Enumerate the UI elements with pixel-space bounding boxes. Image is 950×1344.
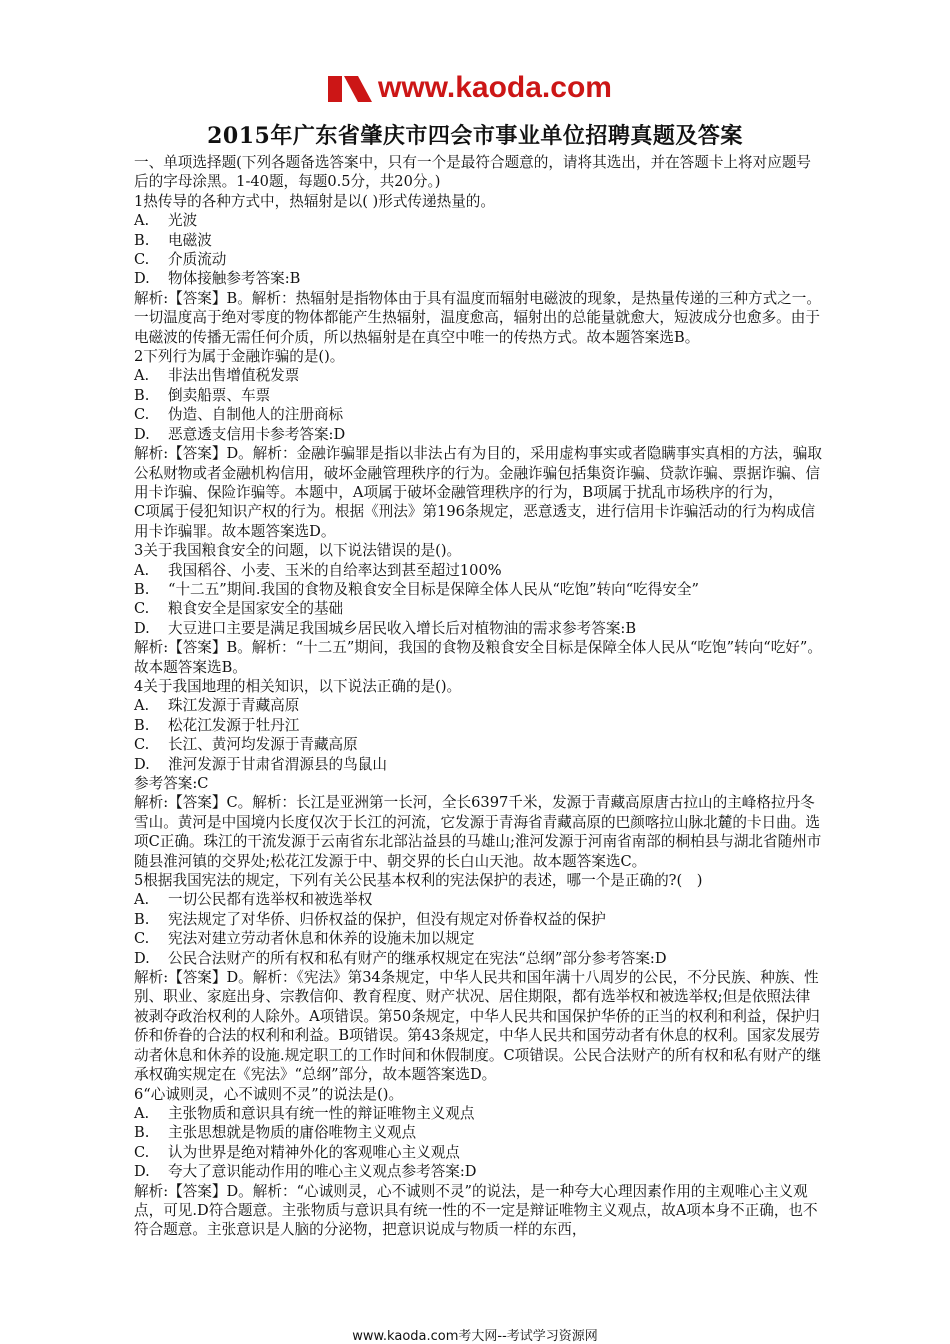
option-text: 认为世界是绝对精神外化的客观唯心主义观点 <box>168 1143 460 1161</box>
answer-option <box>134 755 824 774</box>
option-key: D. <box>134 270 150 288</box>
option-text: 松花江发源于牡丹江 <box>168 716 300 734</box>
answer-option <box>134 405 824 424</box>
answer-option <box>134 561 824 580</box>
option-key: D. <box>134 425 150 443</box>
option-text: 倒卖船票、车票 <box>168 386 271 404</box>
answer-option <box>134 696 824 715</box>
option-key: A. <box>134 561 150 579</box>
option-text: 淮河发源于甘肃省渭源县的鸟鼠山 <box>168 755 387 773</box>
answer-option <box>134 949 824 968</box>
analysis-text: 解析:【答案】D。解析：《宪法》第34条规定，中华人民共和国年满十八周岁的公民，不分民族、种族、性别、职业、家庭出身、宗教信仰、教育程度、财产状况、居住期限，都有选举权和被选举权;但是依照法律被剥夺政治权利的人除外。A项错误。第50条规定，中华人民共和国保护华侨的正当的权利和利益，保护归侨和侨眷的合法的权利和利益。B项错误。第43条规定，中华人民共和国劳动者有休息的权利。国家发展劳动者休息和休养的设施.规定职工的工作时间和休假制度。C项错误。公民合法财产的所有权和私有财产的继承权确实规定在《宪法》“总纲”部分，故本题答案选D。 <box>134 969 822 1084</box>
answer-option <box>134 1123 824 1142</box>
reference-answer: 参考答案:C <box>134 775 209 792</box>
answer-option <box>134 1162 824 1181</box>
analysis-text: 解析:【答案】D。解析：金融诈骗罪是指以非法占有为目的，采用虚构事实或者隐瞒事实真相的方法，骗取公私财物或者金融机构信用，破坏金融管理秩序的行为。金融诈骗包括集资诈骗、贷款诈骗、票据诈骗、信用卡诈骗、保险诈骗等。本题中，A项属于破坏金融管理秩序的行为，B项属于扰乱市场秩序的行为， <box>134 445 822 501</box>
option-key: D. <box>134 1163 150 1181</box>
instructions: 一、单项选择题(下列各题备选答案中，只有一个是最符合题意的，请将其选出，并在答题卡上将对应题号后的字母涂黑。1-40题，每题0.5分，共20分。) <box>134 154 812 191</box>
option-text: 主张思想就是物质的庸俗唯物主义观点 <box>168 1124 417 1142</box>
option-key: C. <box>134 1143 150 1161</box>
option-text: 光波 <box>168 212 198 230</box>
question-block <box>134 192 824 347</box>
option-key: B. <box>134 386 150 404</box>
option-key: B. <box>134 580 150 598</box>
answer-option <box>134 250 824 269</box>
analysis-text: 解析:【答案】B。解析：“十二五”期间，我国的食物及粮食安全目标是保障全体人民从“吃饱”转向“吃好”。故本题答案选B。 <box>134 639 822 676</box>
question-stem: 2下列行为属于金融诈骗的是()。 <box>134 348 345 366</box>
answer-option <box>134 716 824 735</box>
answer-option <box>134 580 824 599</box>
option-text: 一切公民都有选举权和被选举权 <box>168 891 373 909</box>
answer-option <box>134 735 824 754</box>
option-text: 长江、黄河均发源于青藏高原 <box>168 736 358 754</box>
option-key: D. <box>134 755 150 773</box>
answer-option <box>134 890 824 909</box>
option-text: 主张物质和意识具有统一性的辩证唯物主义观点 <box>168 1104 475 1122</box>
answer-option <box>134 231 824 250</box>
option-text: 粮食安全是国家安全的基础 <box>168 600 344 618</box>
question-block <box>134 677 824 871</box>
option-key: B. <box>134 231 150 249</box>
question-block <box>134 871 824 1084</box>
option-text: 我国稻谷、小麦、玉米的自给率达到甚至超过100% <box>168 561 502 579</box>
option-key: D. <box>134 619 150 637</box>
question-list <box>134 192 824 1240</box>
option-text: 大豆进口主要是满足我国城乡居民收入增长后对植物油的需求参考答案:B <box>168 619 637 637</box>
option-text: 物体接触参考答案:B <box>168 270 301 288</box>
option-key: B. <box>134 1124 150 1142</box>
option-text: 伪造、自制他人的注册商标 <box>168 406 344 424</box>
option-key: C. <box>134 406 150 424</box>
option-key: D. <box>134 949 150 967</box>
option-text: 珠江发源于青藏高原 <box>168 697 300 715</box>
option-text: 公民合法财产的所有权和私有财产的继承权规定在宪法“总纲”部分参考答案:D <box>168 949 667 967</box>
analysis-text: C项属于侵犯知识产权的行为。根据《刑法》第196条规定，恶意透支，进行信用卡诈骗活动的行为构成信用卡诈骗罪。故本题答案选D。 <box>134 503 816 540</box>
site-logo <box>328 68 612 108</box>
option-key: C. <box>134 736 150 754</box>
option-text: 恶意透支信用卡参考答案:D <box>168 425 346 443</box>
page-title: 2015年广东省肇庆市四会市事业单位招聘真题及答案 <box>207 123 743 149</box>
answer-option <box>134 929 824 948</box>
answer-option <box>134 1104 824 1123</box>
document-body <box>134 153 824 1240</box>
analysis-text: 解析:【答案】D。解析：“心诚则灵，心不诚则不灵”的说法，是一种夸大心理因素作用的主观唯心主义观点，可见.D符合题意。主张物质与意识具有统一性的不一定是辩证唯物主义观点，故A项本身不正确，也不符合题意。主张意识是人脑的分泌物，把意识说成与物质一样的东西， <box>134 1182 818 1239</box>
answer-option <box>134 366 824 385</box>
question-stem: 6“心诚则灵，心不诚则不灵”的说法是()。 <box>134 1085 404 1103</box>
option-text: 宪法规定了对华侨、归侨权益的保护，但没有规定对侨眷权益的保护 <box>168 910 606 928</box>
answer-option <box>134 211 824 230</box>
question-block <box>134 1085 824 1240</box>
option-key: A. <box>134 891 150 909</box>
option-key: A. <box>134 1104 150 1122</box>
option-text: 非法出售增值税发票 <box>168 367 300 385</box>
option-key: A. <box>134 212 150 230</box>
option-text: 电磁波 <box>168 231 212 249</box>
option-text: 介质流动 <box>168 251 227 269</box>
option-key: A. <box>134 697 150 715</box>
option-key: A. <box>134 367 150 385</box>
analysis-text: 解析:【答案】C。解析：长江是亚洲第一长河，全长6397千米，发源于青藏高原唐古拉山的主峰格拉丹冬雪山。黄河是中国境内长度仅次于长江的河流，它发源于青海省青藏高原的巴颜喀拉山脉北麓的卡日曲。选项C正确。珠江的干流发源于云南省东北部沾益县的马雄山;淮河发源于河南省南部的桐柏县与湖北省随州市随县淮河镇的交界处;松花江发源于中、朝交界的长白山天池。故本题答案选C。 <box>134 794 822 870</box>
answer-option <box>134 619 824 638</box>
option-key: B. <box>134 716 150 734</box>
question-stem: 5根据我国宪法的规定，下列有关公民基本权利的宪法保护的表述，哪一个是正确的?( ) <box>134 872 703 890</box>
answer-option <box>134 910 824 929</box>
question-block <box>134 347 824 541</box>
option-key: C. <box>134 600 150 618</box>
logo-text: www.kaoda.com <box>378 71 612 104</box>
logo-mark-icon <box>328 72 372 104</box>
answer-option <box>134 599 824 618</box>
option-text: 宪法对建立劳动者休息和休养的设施未加以规定 <box>168 930 475 948</box>
page-footer: www.kaoda.com考大网--考试学习资源网 <box>352 1329 598 1344</box>
answer-option <box>134 269 824 288</box>
option-text: 夸大了意识能动作用的唯心主义观点参考答案:D <box>168 1163 477 1181</box>
question-stem: 3关于我国粮食安全的问题，以下说法错误的是()。 <box>134 542 462 560</box>
answer-option <box>134 1143 824 1162</box>
option-key: C. <box>134 251 150 269</box>
question-stem: 1热传导的各种方式中，热辐射是以( )形式传递热量的。 <box>134 192 495 210</box>
answer-option <box>134 386 824 405</box>
question-stem: 4关于我国地理的相关知识，以下说法正确的是()。 <box>134 677 462 695</box>
question-block <box>134 541 824 677</box>
option-key: C. <box>134 930 150 948</box>
option-text: “十二五”期间.我国的食物及粮食安全目标是保障全体人民从“吃饱”转向“吃得安全” <box>168 580 700 598</box>
answer-option <box>134 425 824 444</box>
option-key: B. <box>134 910 150 928</box>
analysis-text: 解析:【答案】B。解析：热辐射是指物体由于具有温度而辐射电磁波的现象，是热量传递的三种方式之一。一切温度高于绝对零度的物体都能产生热辐射，温度愈高，辐射出的总能量就愈大，短波成分也愈多。由于电磁波的传播无需任何介质，所以热辐射是在真空中唯一的传热方式。故本题答案选B。 <box>134 289 821 346</box>
